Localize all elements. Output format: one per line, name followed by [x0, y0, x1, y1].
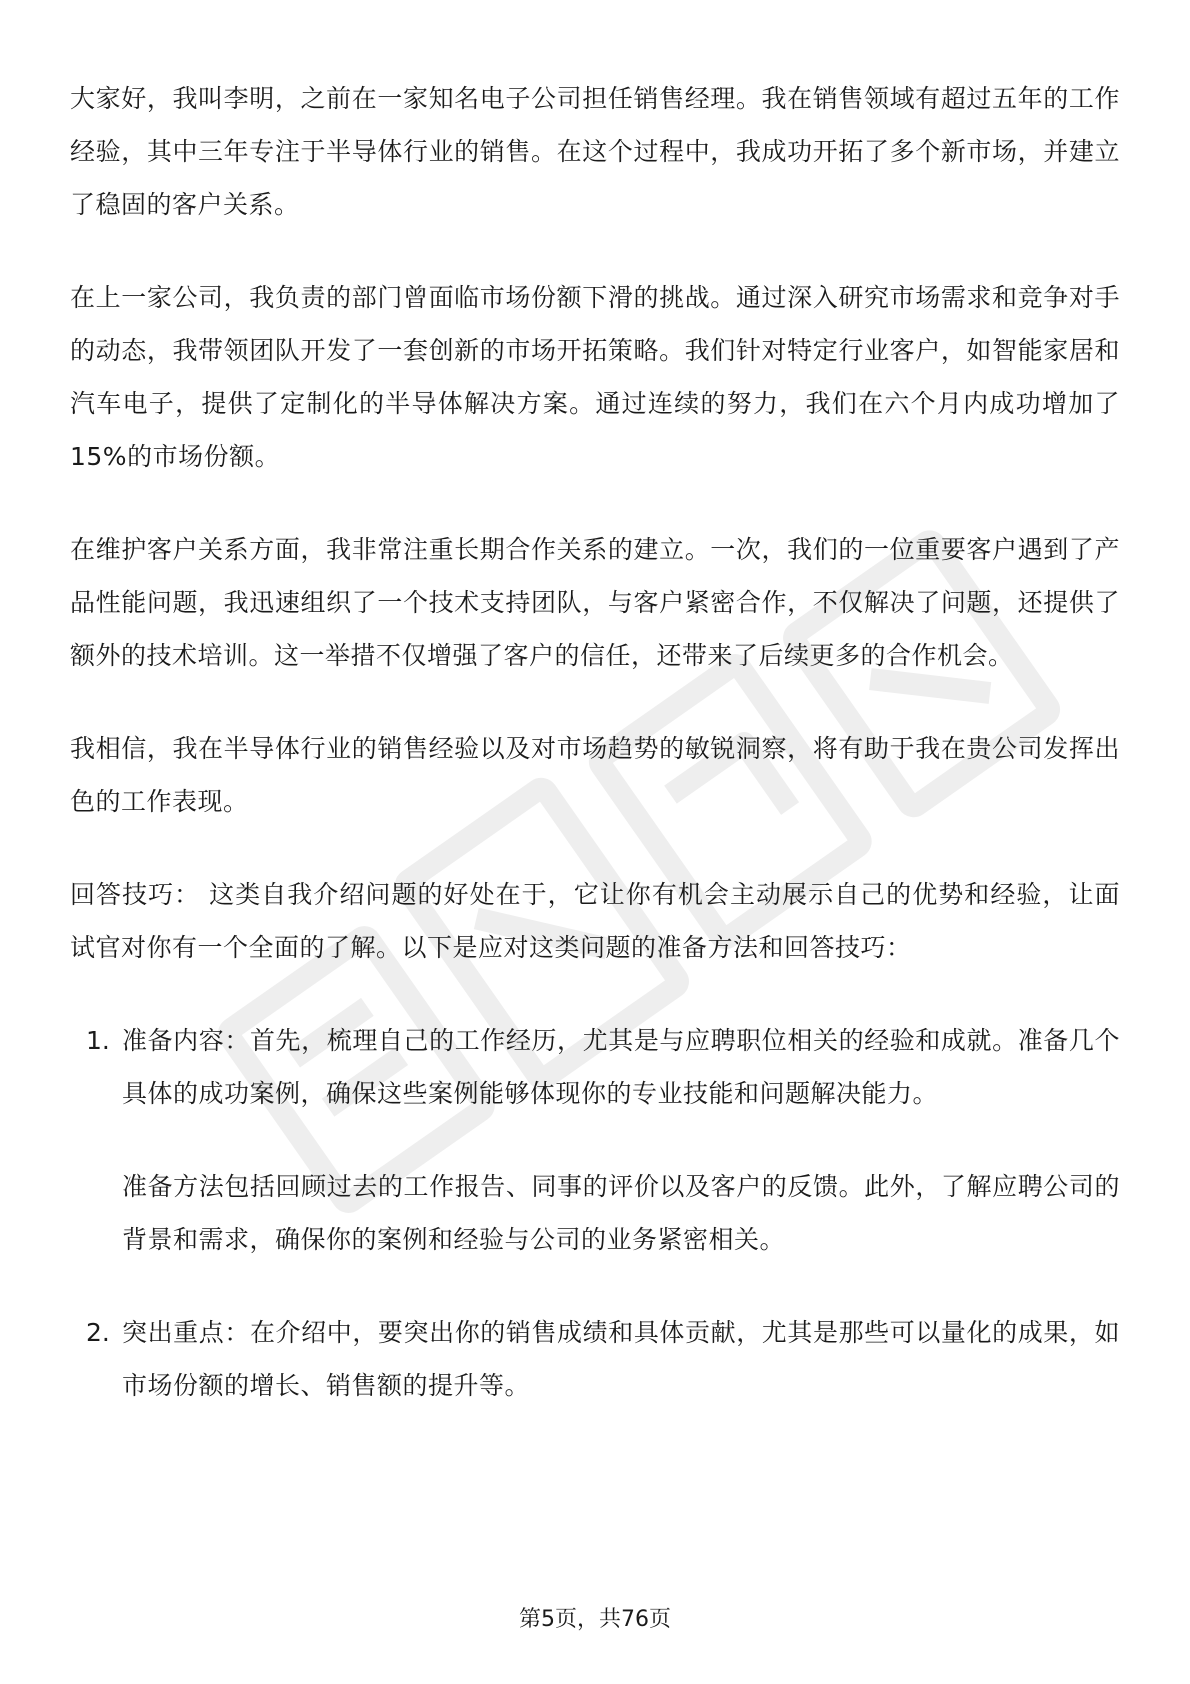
- conclusion-paragraph: 我相信，我在半导体行业的销售经验以及对市场趋势的敏锐洞察，将有助于我在贵公司发挥出色的工作表现。: [70, 734, 1120, 816]
- list-item: [70, 1014, 1120, 1266]
- answer-tips-paragraph: 回答技巧： 这类自我介绍问题的好处在于，它让你有机会主动展示自己的优势和经验，让面试官对你有一个全面的了解。以下是应对这类问题的准备方法和回答技巧：: [70, 880, 1120, 962]
- page-number-footer: 第5页，共76页: [519, 1607, 671, 1632]
- main-content: [70, 72, 1120, 1452]
- list-item-number: 2.: [86, 1318, 110, 1347]
- intro-paragraph: 大家好，我叫李明，之前在一家知名电子公司担任销售经理。我在销售领域有超过五年的工作经验，其中三年专注于半导体行业的销售。在这个过程中，我成功开拓了多个新市场，并建立了稳固的客户关系。: [70, 84, 1120, 219]
- list-item-text: 突出重点：在介绍中，要突出你的销售成绩和具体贡献，尤其是那些可以量化的成果，如市场份额的增长、销售额的提升等。: [122, 1318, 1120, 1400]
- tips-list: [70, 1014, 1120, 1412]
- market-share-paragraph: 在上一家公司，我负责的部门曾面临市场份额下滑的挑战。通过深入研究市场需求和竞争对手的动态，我带领团队开发了一套创新的市场开拓策略。我们针对特定行业客户，如智能家居和汽车电子，提供了定制化的半导体解决方案。通过连续的努力，我们在六个月内成功增加了15%的市场份额。: [70, 283, 1120, 471]
- list-item-text: 准备内容：首先，梳理自己的工作经历，尤其是与应聘职位相关的经验和成就。准备几个具体的成功案例，确保这些案例能够体现你的专业技能和问题解决能力。: [122, 1026, 1120, 1108]
- list-item: [70, 1306, 1120, 1412]
- list-item-number: 1.: [86, 1026, 110, 1055]
- list-item-text: 准备方法包括回顾过去的工作报告、同事的评价以及客户的反馈。此外，了解应聘公司的背景和需求，确保你的案例和经验与公司的业务紧密相关。: [122, 1172, 1120, 1254]
- customer-relationship-paragraph: 在维护客户关系方面，我非常注重长期合作关系的建立。一次，我们的一位重要客户遇到了产品性能问题，我迅速组织了一个技术支持团队，与客户紧密合作，不仅解决了问题，还提供了额外的技术培训。这一举措不仅增强了客户的信任，还带来了后续更多的合作机会。: [70, 535, 1120, 670]
